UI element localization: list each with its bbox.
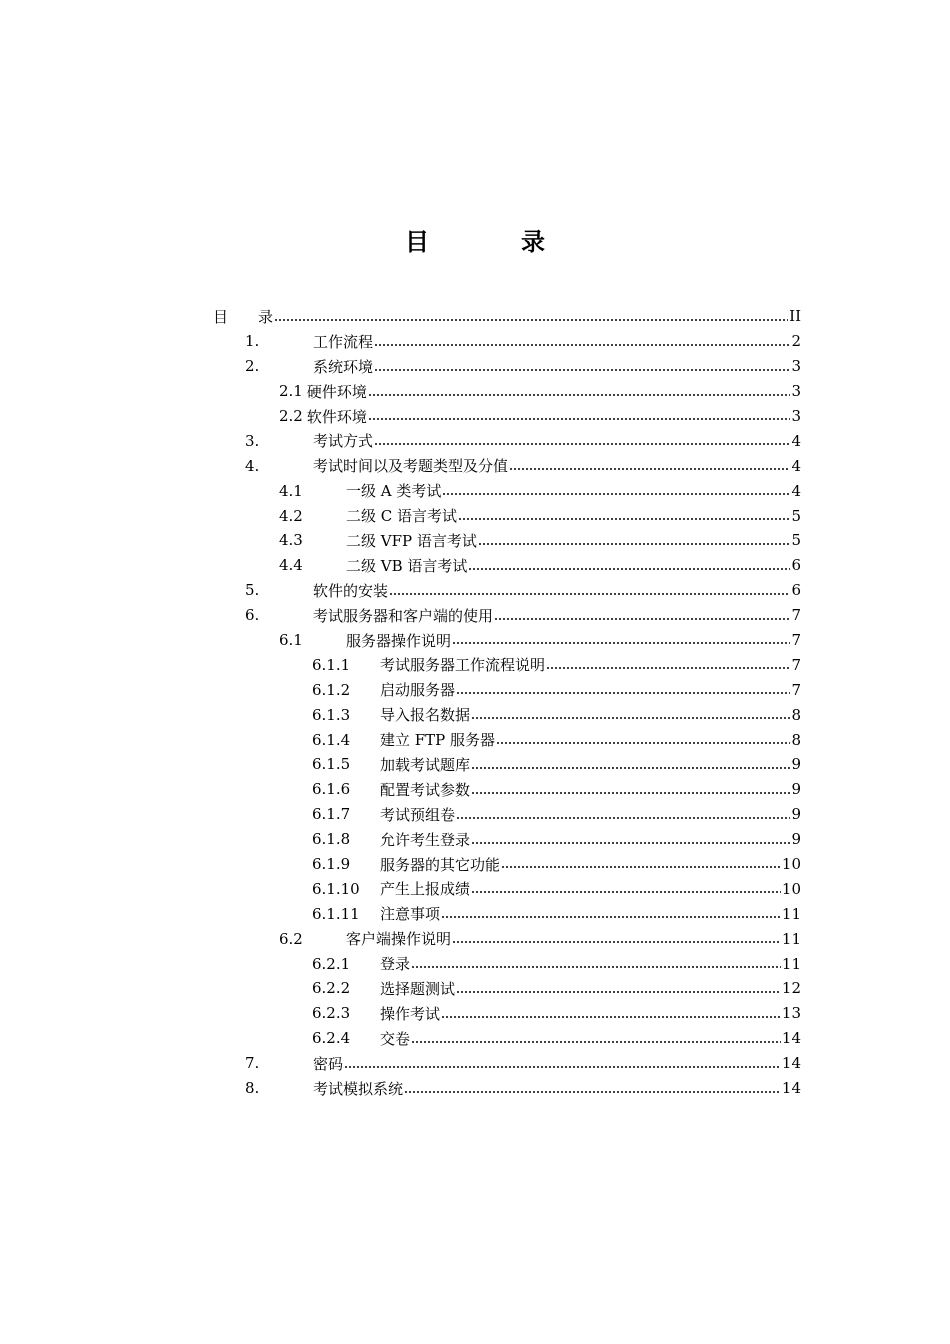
toc-entry-number: 6.1.6 xyxy=(312,780,351,799)
toc-entry-page-number: 6 xyxy=(791,556,801,575)
dot-leader xyxy=(344,1066,781,1068)
toc-entry-page-number: 14 xyxy=(781,1029,801,1048)
dot-leader xyxy=(494,618,790,620)
toc-entry[interactable] xyxy=(213,628,801,653)
toc-entry-title: 考试时间以及考题类型及分值 xyxy=(313,457,509,476)
toc-entry-number: 6.2.3 xyxy=(312,1004,351,1023)
toc-entry-page-number: 12 xyxy=(781,979,801,998)
dot-leader xyxy=(274,319,788,321)
toc-entry[interactable] xyxy=(213,428,801,453)
toc-entry-title: 考试模拟系统 xyxy=(313,1079,404,1098)
toc-entry[interactable] xyxy=(213,503,801,528)
dot-leader xyxy=(509,468,790,470)
toc-entry[interactable] xyxy=(213,304,801,329)
toc-entry[interactable] xyxy=(213,752,801,777)
toc-entry-title: 考试服务器工作流程说明 xyxy=(380,656,546,675)
dot-leader xyxy=(471,767,790,769)
toc-entry[interactable] xyxy=(213,926,801,951)
toc-entry-number: 6.1.10 xyxy=(312,879,360,898)
toc-entry-title: 软件环境 xyxy=(306,407,367,426)
toc-entry-number: 6.1.5 xyxy=(312,755,351,774)
toc-entry[interactable] xyxy=(213,901,801,926)
toc-entry-title: 加载考试题库 xyxy=(380,755,471,774)
toc-entry[interactable] xyxy=(213,379,801,404)
dot-leader xyxy=(471,792,790,794)
toc-entry-title: 二级 C 语言考试 xyxy=(346,507,458,526)
toc-entry-title: 配置考试参数 xyxy=(380,780,471,799)
dot-leader xyxy=(374,443,790,445)
page-title: 目 录 xyxy=(405,228,579,256)
toc-entry[interactable] xyxy=(213,702,801,727)
toc-entry[interactable] xyxy=(213,404,801,429)
dot-leader xyxy=(441,916,781,918)
toc-entry-title: 考试服务器和客户端的使用 xyxy=(313,606,494,625)
toc-entry-page-number: II xyxy=(789,307,801,326)
toc-entry-page-number: 11 xyxy=(781,929,801,948)
toc-entry[interactable] xyxy=(213,1001,801,1026)
toc-entry-title: 密码 xyxy=(313,1054,344,1073)
toc-entry-title: 考试预组卷 xyxy=(380,805,456,824)
toc-entry[interactable] xyxy=(213,976,801,1001)
toc-entry[interactable] xyxy=(213,478,801,503)
toc-entry-page-number: 4 xyxy=(791,431,801,450)
toc-entry-title: 一级 A 类考试 xyxy=(346,482,442,501)
toc-entry-title: 系统环境 xyxy=(313,357,374,376)
toc-entry[interactable] xyxy=(213,578,801,603)
dot-leader xyxy=(441,1016,781,1018)
toc-entry-title: 服务器操作说明 xyxy=(346,631,452,650)
toc-entry-page-number: 7 xyxy=(791,680,801,699)
toc-entry-number: 5. xyxy=(245,581,260,600)
toc-entry-number: 6.2.1 xyxy=(312,954,351,973)
toc-entry-page-number: 7 xyxy=(791,631,801,650)
toc-entry-title: 二级 VB 语言考试 xyxy=(346,556,468,575)
toc-entry-number: 6.1.1 xyxy=(312,655,351,674)
toc-entry-page-number: 11 xyxy=(781,904,801,923)
toc-entry-number: 2. xyxy=(245,357,260,376)
dot-leader xyxy=(389,593,790,595)
toc-entry-number: 4.3 xyxy=(279,531,303,550)
toc-entry-page-number: 3 xyxy=(791,407,801,425)
toc-entry-title: 交卷 xyxy=(380,1029,411,1048)
toc-entry[interactable] xyxy=(213,802,801,827)
toc-entry-title: 登录 xyxy=(380,955,411,974)
toc-entry-title: 工作流程 xyxy=(313,332,374,351)
toc-entry-page-number: 8 xyxy=(791,730,801,749)
toc-entry[interactable] xyxy=(213,951,801,976)
dot-leader xyxy=(456,692,790,694)
toc-entry-title: 注意事项 xyxy=(380,905,441,924)
toc-entry-number: 6.2.2 xyxy=(312,979,351,998)
dot-leader xyxy=(368,394,791,396)
toc-entry-number: 4.4 xyxy=(279,556,303,575)
toc-entry[interactable] xyxy=(213,777,801,802)
toc-entry-page-number: 9 xyxy=(791,830,801,849)
toc-entry[interactable] xyxy=(213,553,801,578)
dot-leader xyxy=(496,742,790,744)
toc-entry-page-number: 13 xyxy=(781,1004,801,1023)
toc-entry-title: 客户端操作说明 xyxy=(346,930,452,949)
dot-leader xyxy=(471,842,790,844)
dot-leader xyxy=(471,717,790,719)
toc-entry-page-number: 2 xyxy=(791,332,801,351)
toc-entry-number: 6.1 xyxy=(279,631,303,650)
toc-entry-page-number: 14 xyxy=(781,1054,801,1073)
dot-leader xyxy=(452,941,781,943)
dot-leader xyxy=(546,667,790,669)
toc-entry-title: 考试方式 xyxy=(313,432,374,451)
dot-leader xyxy=(442,493,790,495)
toc-entry[interactable] xyxy=(213,453,801,478)
toc-entry-page-number: 10 xyxy=(781,855,801,874)
dot-leader xyxy=(411,966,781,968)
toc-entry-page-number: 9 xyxy=(791,805,801,824)
toc-entry[interactable] xyxy=(213,1076,801,1101)
toc-entry[interactable] xyxy=(213,876,801,901)
toc-entry-number: 4.1 xyxy=(279,481,303,500)
toc-entry-title: 操作考试 xyxy=(380,1004,441,1023)
toc-entry-page-number: 14 xyxy=(781,1079,801,1098)
dot-leader xyxy=(456,817,790,819)
toc-entry-number: 7. xyxy=(245,1054,260,1073)
toc-entry[interactable] xyxy=(213,528,801,553)
toc-entry-page-number: 3 xyxy=(791,382,801,401)
dot-leader xyxy=(374,369,790,371)
dot-leader xyxy=(501,866,781,868)
toc-entry[interactable] xyxy=(213,329,801,354)
toc-entry-number: 8. xyxy=(245,1079,260,1098)
dot-leader xyxy=(368,418,791,420)
toc-entry-page-number: 5 xyxy=(791,531,801,550)
toc-entry-number: 4.2 xyxy=(279,506,303,525)
toc-entry-number: 3. xyxy=(245,431,260,450)
toc-entry-title: 硬件环境 xyxy=(306,382,367,401)
toc-entry-page-number: 8 xyxy=(791,705,801,724)
toc-entry-page-number: 6 xyxy=(791,581,801,600)
toc-entry-title: 允许考生登录 xyxy=(380,830,471,849)
toc-entry-page-number: 5 xyxy=(791,506,801,525)
toc-entry-number: 6.2.4 xyxy=(312,1029,351,1048)
toc-entry-number: 6.1.7 xyxy=(312,805,351,824)
toc-entry-page-number: 7 xyxy=(791,606,801,625)
table-of-contents xyxy=(213,304,801,1101)
dot-leader xyxy=(404,1091,781,1093)
dot-leader xyxy=(411,1041,781,1043)
dot-leader xyxy=(458,518,790,520)
toc-entry[interactable] xyxy=(213,354,801,379)
toc-entry-number: 6. xyxy=(245,606,260,625)
toc-entry-title: 软件的安装 xyxy=(313,581,389,600)
toc-entry-number: 6.1.4 xyxy=(312,730,351,749)
toc-entry-page-number: 10 xyxy=(781,879,801,898)
toc-entry-title: 二级 VFP 语言考试 xyxy=(346,531,477,550)
toc-entry-page-number: 4 xyxy=(791,481,801,500)
toc-entry-page-number: 11 xyxy=(781,954,801,973)
toc-entry-number: 6.1.3 xyxy=(312,705,351,724)
toc-entry-page-number: 7 xyxy=(791,655,801,674)
toc-entry-title: 产生上报成绩 xyxy=(380,880,471,899)
dot-leader xyxy=(468,568,790,570)
toc-entry-title: 服务器的其它功能 xyxy=(380,855,501,874)
toc-entry-number: 6.1.11 xyxy=(312,904,360,923)
toc-entry[interactable] xyxy=(213,852,801,877)
toc-entry-number: 1. xyxy=(245,332,260,351)
toc-entry[interactable] xyxy=(213,677,801,702)
dot-leader xyxy=(478,543,791,545)
toc-entry-number: 6.1.2 xyxy=(312,680,351,699)
toc-entry-page-number: 9 xyxy=(791,780,801,799)
toc-entry-number: 6.1.9 xyxy=(312,855,351,874)
toc-entry[interactable] xyxy=(213,652,801,677)
toc-entry[interactable] xyxy=(213,727,801,752)
toc-entry[interactable] xyxy=(213,1026,801,1051)
toc-entry[interactable] xyxy=(213,827,801,852)
toc-entry[interactable] xyxy=(213,1051,801,1076)
dot-leader xyxy=(456,991,781,993)
toc-entry-page-number: 4 xyxy=(791,456,801,475)
toc-entry-title: 选择题测试 xyxy=(380,979,456,998)
toc-entry-page-number: 9 xyxy=(791,755,801,774)
dot-leader xyxy=(471,891,781,893)
toc-entry-title: 目 录 xyxy=(213,307,274,326)
toc-entry-page-number: 3 xyxy=(791,357,801,376)
toc-entry-title: 导入报名数据 xyxy=(380,706,471,725)
toc-entry-number: 2.2 xyxy=(279,407,303,425)
toc-entry[interactable] xyxy=(213,603,801,628)
toc-entry-title: 启动服务器 xyxy=(380,681,456,700)
dot-leader xyxy=(452,642,790,644)
toc-entry-number: 4. xyxy=(245,456,260,475)
toc-entry-title: 建立 FTP 服务器 xyxy=(380,731,496,750)
toc-entry-number: 6.1.8 xyxy=(312,830,351,849)
toc-entry-number: 6.2 xyxy=(279,929,303,948)
toc-entry-number: 2.1 xyxy=(279,382,303,401)
dot-leader xyxy=(374,344,790,346)
